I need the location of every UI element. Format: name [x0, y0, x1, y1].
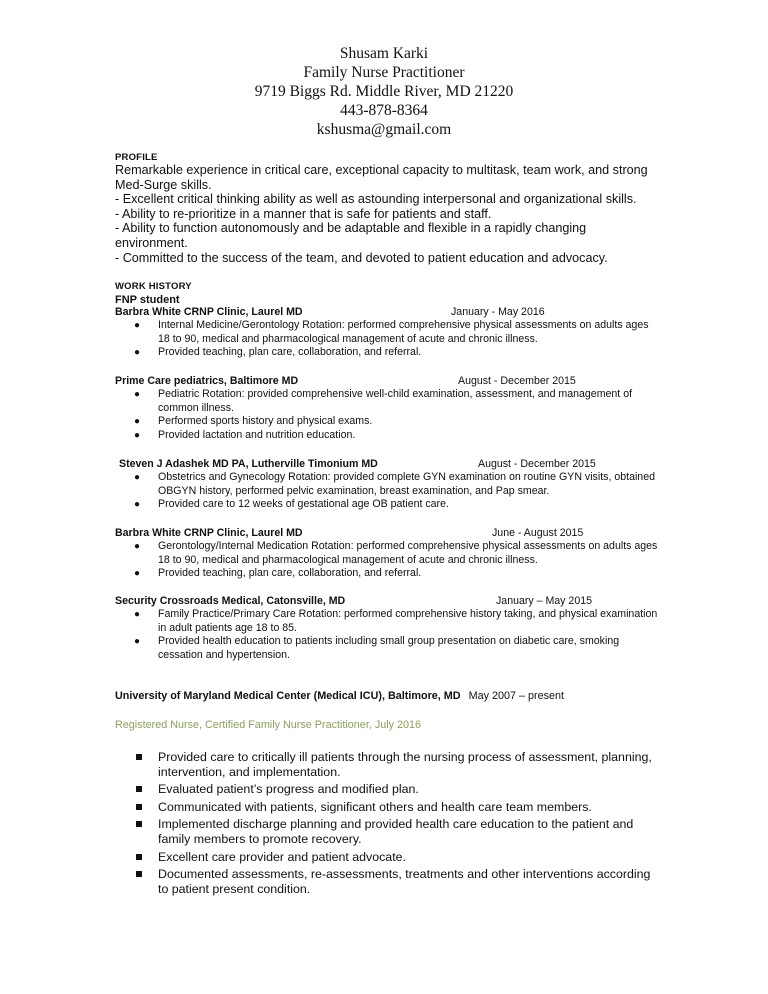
- bullet-text: Provided care to critically ill patients through the nursing process of assessment, planning, intervention, and implementation.: [158, 750, 652, 779]
- list-item: [115, 429, 658, 443]
- job-entry: [115, 526, 675, 581]
- job-dates: August - December 2015: [478, 458, 596, 470]
- umd-dates: May 2007 – present: [468, 690, 565, 702]
- bullet-text: Provided teaching, plan care, collaboration, and referral.: [158, 346, 422, 359]
- umd-employment: [115, 690, 564, 702]
- rn-role: Registered Nurse, Certified Family Nurse Practitioner, July 2016: [115, 719, 422, 731]
- list-item: [115, 415, 658, 429]
- list-item: [115, 346, 658, 360]
- square-bullet-icon: [136, 804, 142, 810]
- job-dates: August - December 2015: [458, 375, 576, 387]
- square-bullet-icon: [136, 854, 142, 860]
- profile-line: Remarkable experience in critical care, exceptional capacity to multitask, team work, and strong Med-Surge skills.: [115, 163, 648, 192]
- profile-section: [115, 163, 655, 265]
- job-dates: January – May 2015: [496, 595, 592, 607]
- list-item: [115, 498, 658, 512]
- fnp-student-label: FNP student: [115, 294, 180, 306]
- list-item: [115, 750, 655, 779]
- bullet-text: Excellent care provider and patient advocate.: [158, 849, 406, 864]
- profile-line: - Committed to the success of the team, and devoted to patient education and advocacy.: [115, 250, 608, 265]
- job-dates: June - August 2015: [492, 527, 584, 539]
- bullet-text: Documented assessments, re-assessments, treatments and other interventions according to patient present condition.: [158, 867, 651, 896]
- job-employer: Barbra White CRNP Clinic, Laurel MD: [115, 306, 303, 318]
- bullet-text: Implemented discharge planning and provided health care education to the patient and family members to promote recovery.: [158, 817, 634, 846]
- job-employer: Barbra White CRNP Clinic, Laurel MD: [115, 527, 303, 539]
- list-item: [115, 782, 655, 797]
- list-item: [115, 567, 658, 581]
- list-item: [115, 471, 658, 498]
- bullet-icon: ●: [134, 472, 141, 483]
- candidate-phone: 443-878-8364: [340, 102, 428, 119]
- square-bullet-icon: [136, 786, 142, 792]
- job-bullets: [115, 471, 675, 512]
- job-bullets: [115, 540, 675, 581]
- bullet-text: Provided care to 12 weeks of gestational age OB patient care.: [158, 498, 449, 511]
- bullet-icon: ●: [134, 347, 141, 359]
- bullet-icon: ●: [134, 389, 141, 400]
- bullet-text: Communicated with patients, significant others and health care team members.: [158, 799, 592, 814]
- bullet-icon: ●: [134, 416, 141, 428]
- candidate-name: Shusam Karki: [339, 45, 429, 62]
- candidate-email: kshusma@gmail.com: [316, 121, 452, 138]
- bullet-icon: ●: [134, 636, 141, 648]
- list-item: [115, 800, 655, 815]
- bullet-text: Family Practice/Primary Care Rotation: performed comprehensive history taking, and physical examination in adult patients age 18 to 85.: [158, 608, 658, 634]
- list-item: [115, 319, 658, 346]
- bullet-icon: ●: [134, 499, 141, 511]
- job-employer: Security Crossroads Medical, Catonsville, MD: [115, 595, 346, 607]
- list-item: [115, 850, 655, 865]
- square-bullet-icon: [136, 754, 142, 760]
- list-item: [115, 817, 655, 846]
- job-bullets: [115, 319, 675, 360]
- list-item: [115, 540, 658, 567]
- bullet-text: Performed sports history and physical exams.: [158, 415, 373, 428]
- bullet-text: Internal Medicine/Gerontology Rotation: performed comprehensive physical assessments on adults ages 18 to 90, medical and pharmacological management of acute and chronic illness.: [158, 319, 649, 345]
- list-item: [115, 388, 658, 415]
- square-bullet-icon: [136, 821, 142, 827]
- bullet-icon: ●: [134, 320, 141, 331]
- work-history-heading: WORK HISTORY: [115, 281, 192, 292]
- umd-bullets: [115, 750, 655, 899]
- bullet-text: Obstetrics and Gynecology Rotation: provided complete GYN examination on routine GYN visits, obtained OBGYN history, performed pelvic examination, breast examination, and Pap smear.: [158, 471, 655, 497]
- profile-heading: PROFILE: [115, 152, 158, 163]
- bullet-icon: ●: [134, 541, 141, 552]
- job-bullets: [115, 608, 675, 662]
- list-item: [115, 608, 658, 635]
- job-entry: [115, 457, 675, 512]
- bullet-text: Gerontology/Internal Medication Rotation: performed comprehensive physical assessments on adults ages 18 to 90, medical and pharmacological management of acute and chronic illness.: [158, 540, 658, 566]
- candidate-title: Family Nurse Practitioner: [303, 64, 465, 81]
- list-item: [115, 867, 655, 896]
- bullet-text: Provided health education to patients including small group presentation on diabetic care, smoking cessation and hypertension.: [158, 635, 620, 661]
- bullet-icon: ●: [134, 429, 141, 441]
- list-item: [115, 635, 658, 662]
- job-employer: Prime Care pediatrics, Baltimore MD: [115, 375, 299, 387]
- square-bullet-icon: [136, 871, 142, 877]
- bullet-icon: ●: [134, 609, 141, 620]
- candidate-address: 9719 Biggs Rd. Middle River, MD 21220: [254, 83, 514, 100]
- bullet-text: Provided lactation and nutrition education.: [158, 428, 356, 441]
- contact-header: [0, 44, 768, 139]
- job-dates: January - May 2016: [451, 306, 545, 318]
- job-entry: [115, 305, 675, 360]
- job-entry: [115, 374, 675, 442]
- bullet-icon: ●: [134, 568, 141, 580]
- job-entry: [115, 594, 675, 662]
- bullet-text: Pediatric Rotation: provided comprehensive well-child examination, assessment, and management of common illness.: [158, 388, 633, 414]
- umd-employer: University of Maryland Medical Center (Medical ICU), Baltimore, MD: [115, 690, 461, 702]
- profile-line: - Ability to re-prioritize in a manner that is safe for patients and staff.: [115, 206, 492, 221]
- bullet-text: Provided teaching, plan care, collaboration, and referral.: [158, 567, 422, 580]
- profile-line: - Ability to function autonomously and be adaptable and flexible in a rapidly changing environment.: [115, 221, 587, 250]
- job-bullets: [115, 388, 675, 442]
- job-employer: Steven J Adashek MD PA, Lutherville Timonium MD: [119, 458, 378, 470]
- bullet-text: Evaluated patient’s progress and modified plan.: [158, 782, 419, 797]
- profile-line: - Excellent critical thinking ability as well as astounding interpersonal and organizational skills.: [115, 192, 637, 207]
